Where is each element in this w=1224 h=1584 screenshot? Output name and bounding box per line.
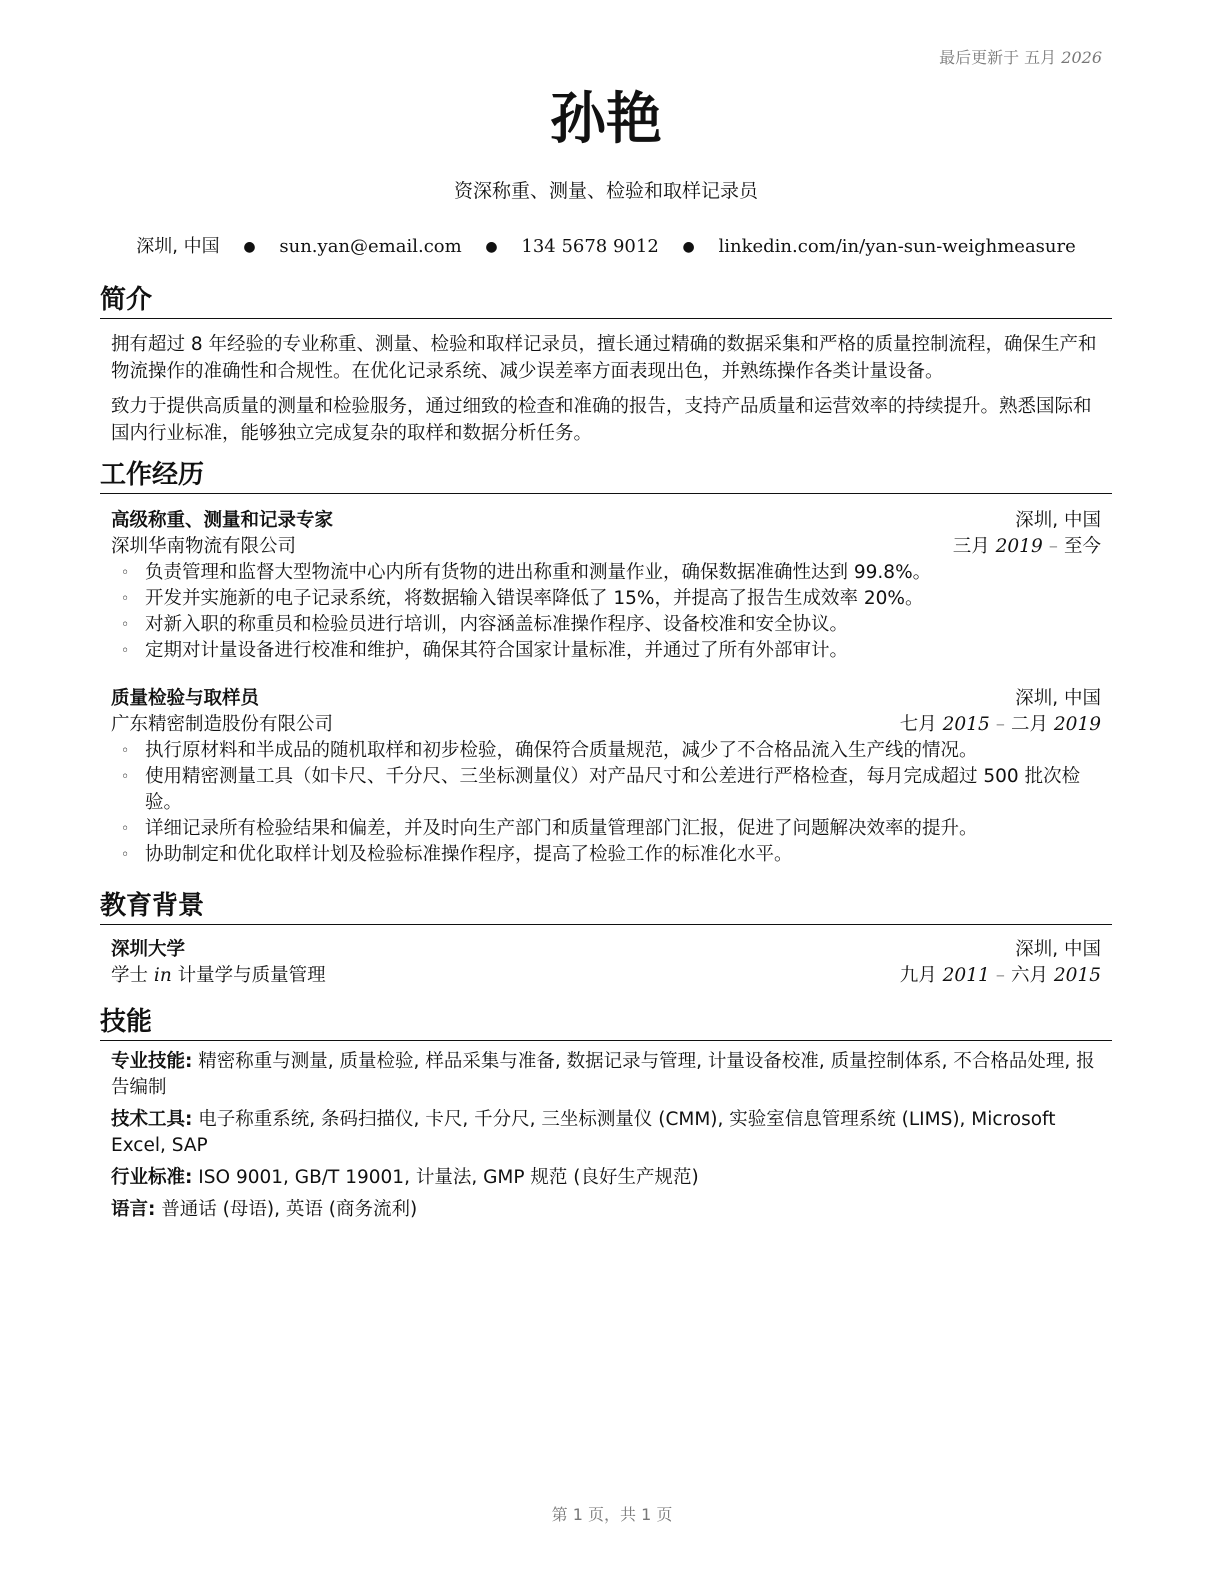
list-item: ◦ 详细记录所有检验结果和偏差，并及时向生产部门和质量管理部门汇报，促进了问题解决效率的提升。 (121, 818, 978, 839)
list-item: ◦ 开发并实施新的电子记录系统，将数据输入错误率降低了 15%，并提高了报告生成效率 20%。 (121, 588, 924, 609)
job-role: 高级称重、测量和记录专家 (111, 510, 334, 531)
skills-section (100, 1004, 1112, 1223)
job-bullets (111, 560, 1101, 664)
education-section (100, 888, 1112, 989)
section-title: 教育背景 (100, 888, 1112, 925)
contact-line (100, 232, 1112, 258)
contact-phone: 134 5678 9012 (521, 236, 659, 257)
last-updated: 最后更新于 五月 2026 (939, 48, 1102, 67)
education-dates: 九月 2011 – 六月 2015 (899, 965, 1101, 986)
summary-paragraph: 拥有超过 8 年经验的专业称重、测量、检验和取样记录员，擅长通过精确的数据采集和严格的质量控制流程，确保生产和物流操作的准确性和合规性。在优化记录系统、减少误差率方面表现出色，并熟练操作各类计量设备。 (111, 334, 1097, 382)
job-dates: 三月 2019 – 至今 (952, 536, 1101, 557)
experience-section (100, 457, 1112, 868)
section-title: 工作经历 (100, 457, 1112, 494)
summary-section (100, 282, 1112, 447)
section-title: 简介 (100, 282, 1112, 319)
job-location: 深圳, 中国 (1015, 510, 1101, 531)
school-location: 深圳, 中国 (1015, 939, 1101, 960)
list-item: ◦ 定期对计量设备进行校准和维护，确保其符合国家计量标准，并通过了所有外部审计。 (121, 640, 849, 661)
skill-line: 技术工具: 电子称重系统, 条码扫描仪, 卡尺, 千分尺, 三坐标测量仪 (CMM), 实验室信息管理系统 (LIMS), Microsoft Excel, SAP (111, 1109, 1056, 1156)
bullet-separator: ● (682, 239, 695, 255)
skill-line: 语言: 普通话 (母语), 英语 (商务流利) (111, 1199, 418, 1220)
bullet-separator: ● (243, 239, 256, 255)
job-location: 深圳, 中国 (1015, 688, 1101, 709)
bullet-separator: ● (485, 239, 498, 255)
list-item: ◦ 使用精密测量工具（如卡尺、千分尺、三坐标测量仪）对产品尺寸和公差进行严格检查，每月完成超过 500 批次检验。 (121, 766, 1081, 813)
list-item: ◦ 对新入职的称重员和检验员进行培训，内容涵盖标准操作程序、设备校准和安全协议。 (121, 614, 849, 635)
section-title: 技能 (100, 1004, 1112, 1041)
page-footer: 第 1 页，共 1 页 (551, 1505, 673, 1524)
list-item: ◦ 协助制定和优化取样计划及检验标准操作程序，提高了检验工作的标准化水平。 (121, 844, 793, 865)
contact-linkedin[interactable]: linkedin.com/in/yan-sun-weighmeasure (718, 236, 1076, 257)
job-entry (111, 686, 1101, 868)
list-item: ◦ 负责管理和监督大型物流中心内所有货物的进出称重和测量作业，确保数据准确性达到 99.8%。 (121, 562, 932, 583)
contact-email[interactable]: sun.yan@email.com (279, 236, 462, 257)
list-item: ◦ 执行原材料和半成品的随机取样和初步检验，确保符合质量规范，减少了不合格品流入生产线的情况。 (121, 740, 978, 761)
job-company: 广东精密制造股份有限公司 (111, 714, 334, 735)
person-name: 孙艳 (550, 87, 662, 152)
job-entry (111, 508, 1101, 664)
job-role: 质量检验与取样员 (111, 688, 260, 709)
job-dates: 七月 2015 – 二月 2019 (899, 714, 1101, 735)
skill-line: 专业技能: 精密称重与测量, 质量检验, 样品采集与准备, 数据记录与管理, 计量设备校准, 质量控制体系, 不合格品处理, 报告编制 (111, 1051, 1095, 1098)
resume-page (100, 0, 1112, 1584)
headline: 资深称重、测量、检验和取样记录员 (453, 180, 758, 202)
summary-paragraph: 致力于提供高质量的测量和检验服务，通过细致的检查和准确的报告，支持产品质量和运营效率的持续提升。熟悉国际和国内行业标准，能够独立完成复杂的取样和数据分析任务。 (111, 396, 1092, 444)
contact-location: 深圳, 中国 (136, 236, 220, 257)
degree: 学士 in 计量学与质量管理 (111, 965, 326, 986)
job-bullets (111, 738, 1101, 868)
skill-line: 行业标准: ISO 9001, GB/T 19001, 计量法, GMP 规范 (良好生产规范) (111, 1167, 699, 1188)
school-name: 深圳大学 (111, 939, 186, 960)
job-company: 深圳华南物流有限公司 (111, 536, 297, 557)
